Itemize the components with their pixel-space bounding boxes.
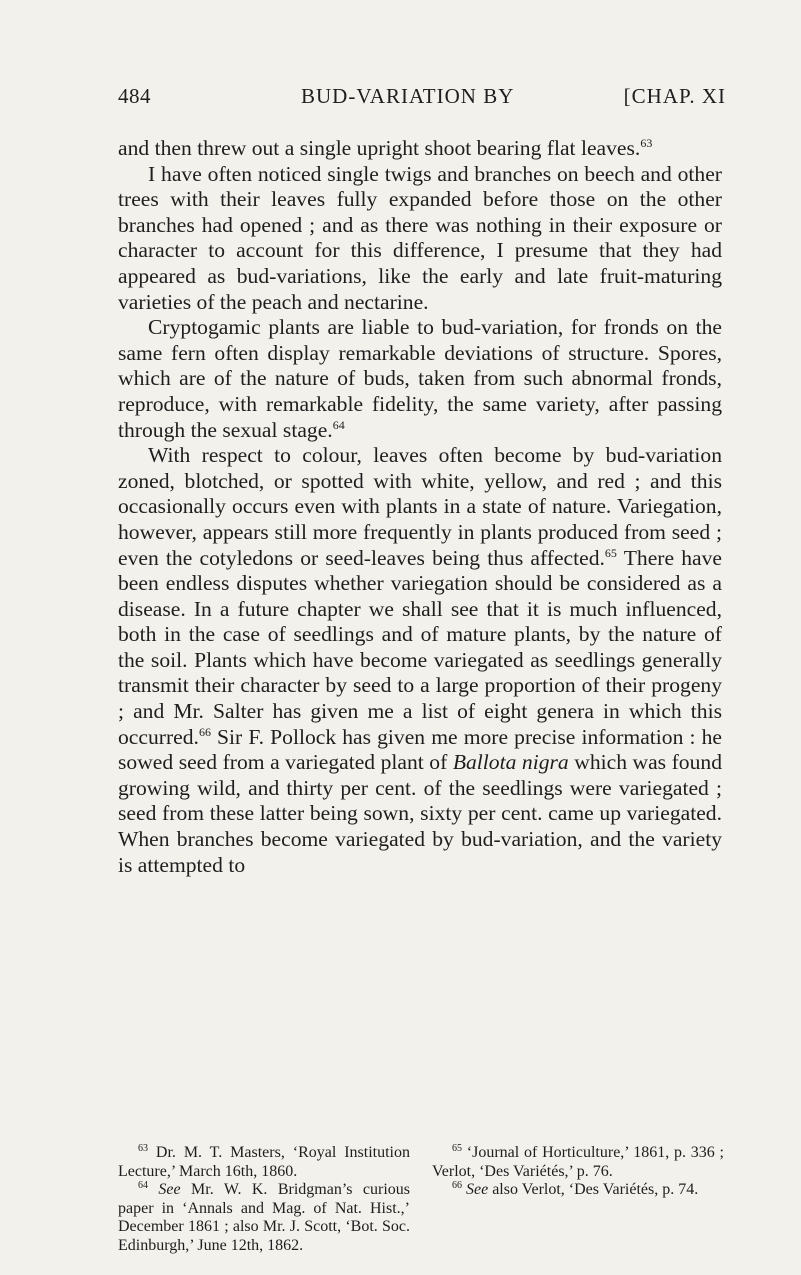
running-header <box>118 84 726 118</box>
footnotes <box>118 1144 724 1256</box>
running-title: BUD-VARIATION BY <box>301 84 515 108</box>
footnote-65: $^{65}$ ‘Journal of Horticulture,’ 1861, p. 336 ; Verlot, ‘Des Variétés,’ p. 76. <box>432 1143 724 1180</box>
footnote-66: $^{66}$ See also Verlot, ‘Des Variétés, p. 74. <box>452 1180 699 1199</box>
footnote-ref-63[interactable]: 63 <box>640 136 653 150</box>
chapter-label: [CHAP. XI <box>623 84 726 108</box>
footnote-63: $^{63}$ Dr. M. T. Masters, ‘Royal Institution Lecture,’ March 16th, 1860. <box>118 1143 410 1180</box>
paragraph-4: With respect to colour, leaves often become by bud-variation zoned, blotched, or spotted with white, yellow, and red ; and this occasionally occurs even with plants in a state of nature. Variegation, however, appears still more frequently in plants produced from seed ; even the cotyledons or seed-leaves being thus affected.$^{65}$ There have been endless disputes whether variegation should be considered as a disease. In a future chapter we shall see that it is much influenced, both in the case of seedlings and of mature plants, by the nature of the soil. Plants which have become variegated as seedlings generally transmit their character by seed to a large proportion of their progeny ; and Mr. Salter has given me a list of eight genera in which this occurred.$^{66}$ Sir F. Pollock has given me more precise information : he sowed seed from a variegated plant of Ballota nigra which was found growing wild, and thirty per cent. of the seedlings were variegated ; seed from these latter being sown, sixty per cent. came up variegated. When branches become variegated by bud-variation, and the variety is attempted to <box>118 443 722 877</box>
body-text <box>118 136 722 878</box>
species-name: Ballota nigra <box>452 750 569 775</box>
book-page <box>118 84 726 1254</box>
paragraph-1: and then threw out a single upright shoot bearing flat leaves.$^{63}$ <box>118 136 653 160</box>
footnote-column-right <box>432 1144 724 1256</box>
page-number: 484 <box>118 84 151 108</box>
footnote-ref-65[interactable]: 65 <box>604 545 617 560</box>
paragraph-3: Cryptogamic plants are liable to bud-variation, for fronds on the same fern often display remarkable deviations of structure. Spores, which are of the nature of buds, taken from such abnormal fronds, reproduce, with remarkable fidelity, the same variety, after passing through the sexual stage.$^{64}$ <box>118 315 722 442</box>
footnote-column-left <box>118 1144 410 1256</box>
footnote-ref-64[interactable]: 64 <box>332 417 345 432</box>
paragraph-2: I have often noticed single twigs and branches on beech and other trees with their leaves fully expanded before those on the other branches had opened ; and as there was nothing in their exposure or character to account for this difference, I presume that they had appeared as bud-variations, like the early and late fruit-maturing varieties of the peach and nectarine. <box>118 161 722 314</box>
footnote-64: $^{64}$ See Mr. W. K. Bridgman’s curious paper in ‘Annals and Mag. of Nat. Hist.,’ December 1861 ; also Mr. J. Scott, ‘Bot. Soc. Edinburgh,’ June 12th, 1862. <box>118 1180 411 1254</box>
footnote-ref-66[interactable]: 66 <box>198 724 211 739</box>
